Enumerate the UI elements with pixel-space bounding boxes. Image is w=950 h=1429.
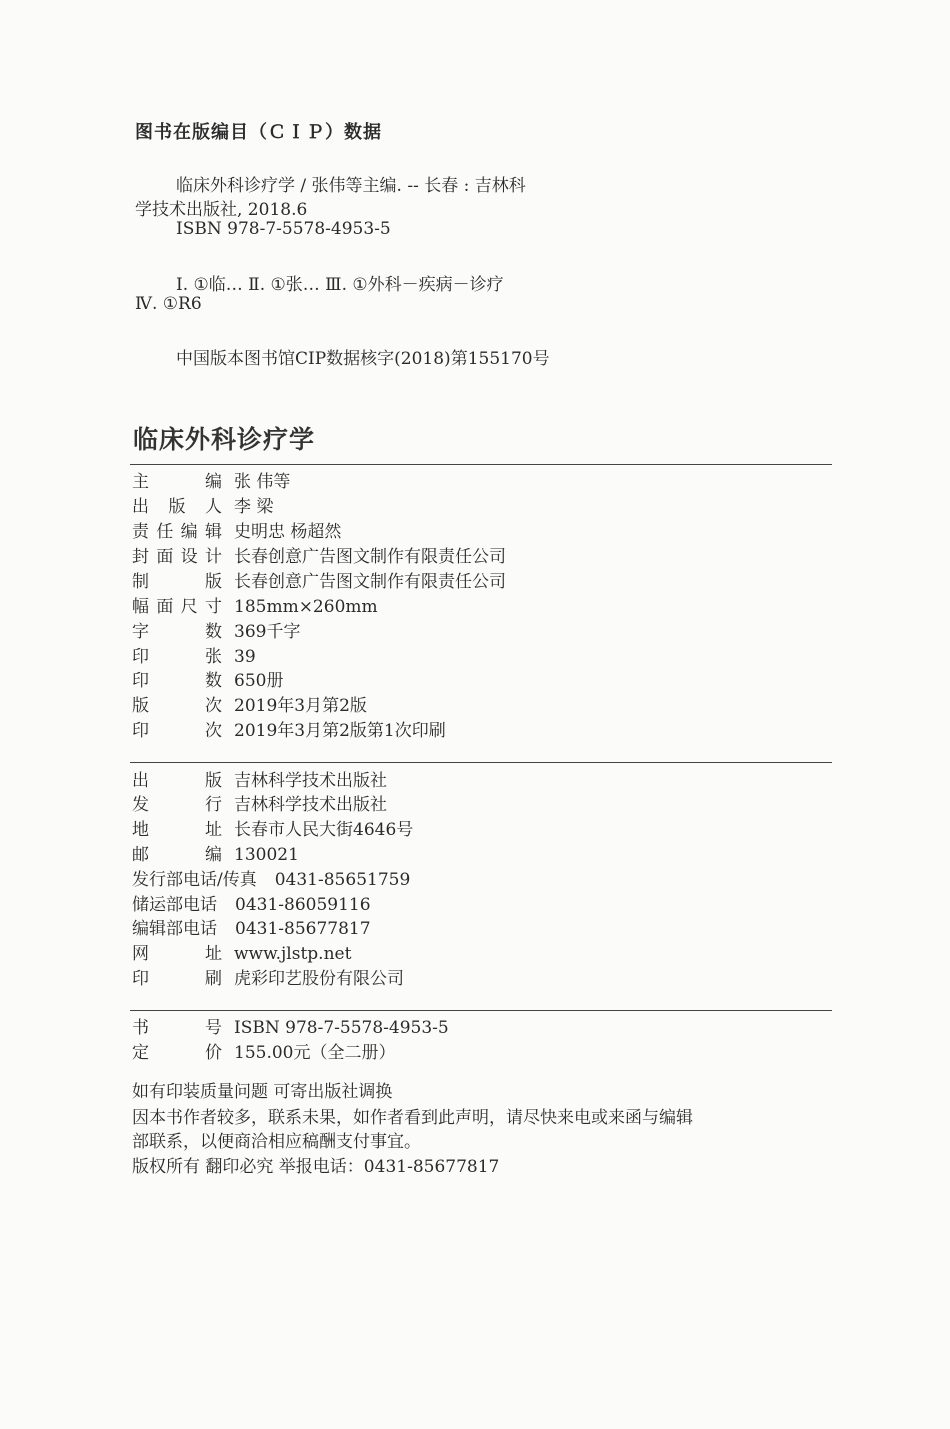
publisher-value: 0431-85651759 xyxy=(274,870,411,890)
credit-label: 封面设计 xyxy=(132,547,222,567)
divider xyxy=(130,464,832,465)
credit-row-edition xyxy=(132,694,367,718)
credit-value: 185mm×260mm xyxy=(234,597,378,617)
publisher-row-sales-phone xyxy=(132,868,410,892)
publisher-value: 虎彩印艺股份有限公司 xyxy=(234,969,404,989)
publisher-value: 长春市人民大街4646号 xyxy=(234,820,414,840)
credit-row-printed-sheets xyxy=(132,645,256,669)
publisher-label: 编辑部电话 xyxy=(132,919,217,939)
credit-label: 出版人 xyxy=(132,497,222,517)
credit-label: 印张 xyxy=(132,647,222,667)
credit-value: 张 伟等 xyxy=(234,472,291,492)
publisher-label: 发行 xyxy=(132,795,222,815)
publisher-row-printer xyxy=(132,967,404,991)
publisher-value: 0431-85677817 xyxy=(235,919,371,939)
publisher-row-postcode xyxy=(132,843,299,867)
publisher-row-storage-phone xyxy=(132,893,371,917)
note-quality: 如有印装质量问题 可寄出版社调换 xyxy=(132,1082,393,1102)
credit-value: 650册 xyxy=(234,671,284,691)
credit-label: 责任编辑 xyxy=(132,522,222,542)
book-number-row xyxy=(132,1016,449,1040)
credit-label: 幅面尺寸 xyxy=(132,597,222,617)
cip-classification-2: Ⅳ. ①R6 xyxy=(135,294,202,314)
credit-value: 长春创意广告图文制作有限责任公司 xyxy=(234,547,506,567)
publisher-value: 吉林科学技术出版社 xyxy=(234,795,387,815)
credit-value: 2019年3月第2版 xyxy=(234,696,367,716)
credit-row-impression xyxy=(132,719,446,743)
publisher-label: 邮编 xyxy=(132,845,222,865)
credit-row-responsible-editor xyxy=(132,520,341,544)
credit-label: 字数 xyxy=(132,622,222,642)
publisher-value: 0431-86059116 xyxy=(235,895,371,915)
credit-row-plate-making xyxy=(132,570,506,594)
publisher-row-address xyxy=(132,818,413,842)
publisher-label: 出版 xyxy=(132,771,222,791)
credit-row-print-count xyxy=(132,669,283,693)
credit-label: 版次 xyxy=(132,696,222,716)
credit-value: 李 梁 xyxy=(234,497,274,517)
publisher-row-editorial-phone xyxy=(132,917,371,941)
credit-row-cover-design xyxy=(132,545,506,569)
credit-row-word-count xyxy=(132,620,300,644)
note-copyright: 版权所有 翻印必究 举报电话：0431-85677817 xyxy=(132,1157,500,1177)
credit-row-editor xyxy=(132,470,290,494)
website-link: www.jlstp.net xyxy=(234,944,352,964)
cip-heading: 图书在版编目（ＣＩＰ）数据 xyxy=(135,122,382,143)
credit-value: 39 xyxy=(234,647,256,667)
credit-label: 制版 xyxy=(132,572,222,592)
price-row xyxy=(132,1041,395,1065)
credit-value: 长春创意广告图文制作有限责任公司 xyxy=(234,572,506,592)
credit-row-publisher-person xyxy=(132,495,273,519)
divider xyxy=(130,762,832,763)
book-number-value: ISBN 978-7-5578-4953-5 xyxy=(234,1018,449,1038)
credit-value: 369千字 xyxy=(234,622,301,642)
cip-publisher-line: 学技术出版社, 2018.6 xyxy=(135,200,308,220)
divider xyxy=(130,1010,832,1011)
credit-label: 主编 xyxy=(132,472,222,492)
publisher-row-distributor xyxy=(132,793,387,817)
credit-value: 史明忠 杨超然 xyxy=(234,522,342,542)
book-number-label: 书号 xyxy=(132,1018,222,1038)
publisher-label: 印刷 xyxy=(132,969,222,989)
price-value: 155.00元（全二册） xyxy=(234,1043,396,1063)
credit-label: 印次 xyxy=(132,721,222,741)
cip-title-line: 临床外科诊疗学 / 张伟等主编. -- 长春 : 吉林科 xyxy=(176,176,526,196)
price-label: 定价 xyxy=(132,1043,222,1063)
cip-classification-1: Ⅰ. ①临… Ⅱ. ①张… Ⅲ. ①外科－疾病－诊疗 xyxy=(176,275,504,295)
publisher-row-publisher xyxy=(132,769,387,793)
credit-row-format-size xyxy=(132,595,378,619)
publisher-value: 130021 xyxy=(234,845,299,865)
book-title: 临床外科诊疗学 xyxy=(133,425,316,454)
publisher-label: 地址 xyxy=(132,820,222,840)
note-author-contact-1: 因本书作者较多，联系未果，如作者看到此声明，请尽快来电或来函与编辑 xyxy=(132,1108,693,1128)
cip-verification-number: 中国版本图书馆CIP数据核字(2018)第155170号 xyxy=(176,349,550,369)
publisher-label: 网址 xyxy=(132,944,222,964)
credit-value: 2019年3月第2版第1次印刷 xyxy=(234,721,446,741)
cip-isbn: ISBN 978-7-5578-4953-5 xyxy=(176,219,391,239)
note-author-contact-2: 部联系，以便商洽相应稿酬支付事宜。 xyxy=(132,1132,421,1152)
publisher-value: 吉林科学技术出版社 xyxy=(234,771,387,791)
publisher-row-website xyxy=(132,942,351,966)
publisher-label: 发行部电话/传真 xyxy=(132,870,257,890)
credit-label: 印数 xyxy=(132,671,222,691)
publisher-label: 储运部电话 xyxy=(132,895,217,915)
